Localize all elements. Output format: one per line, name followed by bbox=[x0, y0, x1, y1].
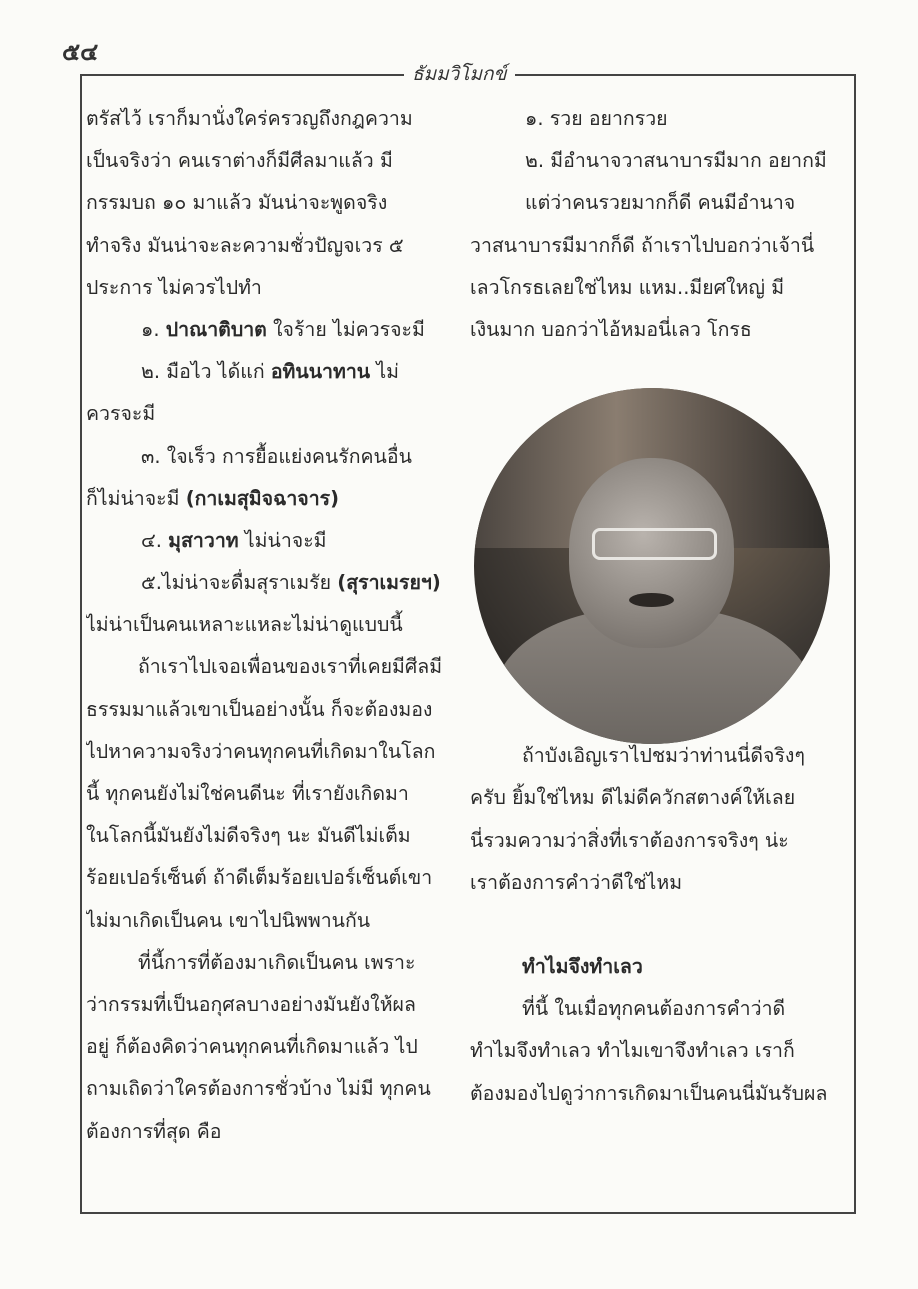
precept-number: ๕. bbox=[141, 571, 162, 595]
paragraph-line: ตรัสไว้ เราก็มานั่งใคร่ครวญถึงกฎความ bbox=[86, 107, 413, 130]
monk-portrait-photo bbox=[474, 388, 830, 744]
page-number: ๕๔ bbox=[62, 38, 99, 66]
precept-number: ๒. bbox=[141, 360, 161, 384]
paragraph-line: ต้องการที่สุด คือ bbox=[86, 1119, 222, 1143]
precept-4 bbox=[86, 520, 458, 562]
precept-text: ไม่ bbox=[370, 360, 400, 384]
paragraph-line: ถ้าบังเอิญเราไปชมว่าท่านนี่ดีจริงๆ bbox=[522, 744, 805, 768]
paragraph-line: อยู่ ก็ต้องคิดว่าคนทุกคนที่เกิดมาแล้ว ไป bbox=[86, 1035, 418, 1059]
paragraph-line: ๑. รวย อยากรวย bbox=[525, 107, 668, 130]
precept-term: มุสาวาท bbox=[168, 528, 239, 552]
precept-term: (กาเมสุมิจฉาจาร) bbox=[185, 486, 340, 510]
precept-term: อทินนาทาน bbox=[270, 360, 371, 384]
photo-mouth bbox=[629, 593, 674, 607]
spacer bbox=[470, 904, 838, 946]
precept-2 bbox=[86, 351, 458, 393]
precept-term: (สุราเมรยฯ) bbox=[337, 571, 441, 595]
paragraph-line: ร้อยเปอร์เซ็นต์ ถ้าดีเต็มร้อยเปอร์เซ็นต์เขา bbox=[86, 866, 433, 890]
paragraph-line: ครับ ยิ้มใช่ไหม ดีไม่ดีควักสตางค์ให้เลย bbox=[470, 786, 796, 810]
paragraph-line: นี่รวมความว่าสิ่งที่เราต้องการจริงๆ น่ะ bbox=[470, 828, 789, 852]
precept-text: ไม่น่าจะดื่มสุราเมรัย bbox=[161, 571, 338, 595]
paragraph-line: เราต้องการคำว่าดีใช่ไหม bbox=[470, 870, 683, 894]
precept-2-cont: ควรจะมี bbox=[86, 402, 156, 426]
left-column bbox=[86, 98, 458, 1153]
paragraph-line: ที่นี้ ในเมื่อทุกคนต้องการคำว่าดี bbox=[522, 997, 786, 1021]
paragraph-line: กรรมบถ ๑๐ มาแล้ว มันน่าจะพูดจริง bbox=[86, 191, 388, 215]
photo-glasses bbox=[592, 528, 717, 560]
precept-text: ไม่น่าจะมี bbox=[238, 528, 327, 552]
precept-3: ๓. ใจเร็ว การยื้อแย่งคนรักคนอื่น bbox=[141, 444, 412, 468]
paragraph-line: ไม่มาเกิดเป็นคน เขาไปนิพพานกัน bbox=[86, 908, 371, 932]
paragraph-line: ประการ ไม่ควรไปทำ bbox=[86, 275, 262, 299]
paragraph-line: เป็นจริงว่า คนเราต่างก็มีศีลมาแล้ว มี bbox=[86, 149, 393, 173]
precept-5 bbox=[86, 562, 458, 604]
paragraph-line: ไปหาความจริงว่าคนทุกคนที่เกิดมาในโลก bbox=[86, 739, 436, 763]
precept-number: ๔. bbox=[141, 528, 162, 552]
precept-text: มือไว ได้แก่ bbox=[160, 360, 271, 384]
paragraph-line: ไม่น่าเป็นคนเหลาะแหละไม่น่าดูแบบนี้ bbox=[86, 613, 403, 637]
paragraph-line: ทำจริง มันน่าจะละความชั่วปัญจเวร ๕ bbox=[86, 233, 404, 257]
paragraph-line: ทำไมจึงทำเลว ทำไมเขาจึงทำเลว เราก็ bbox=[470, 1039, 795, 1063]
paragraph-line: ๒. มีอำนาจวาสนาบารมีมาก อยากมี bbox=[525, 149, 827, 173]
section-heading: ทำไมจึงทำเลว bbox=[522, 955, 643, 979]
paragraph-line: ที่นี้การที่ต้องมาเกิดเป็นคน เพราะ bbox=[138, 950, 416, 974]
paragraph-line: แต่ว่าคนรวยมากก็ดี คนมีอำนาจ bbox=[525, 191, 796, 215]
paragraph-line: ในโลกนี้มันยังไม่ดีจริงๆ นะ มันดีไม่เต็ม bbox=[86, 824, 411, 848]
running-header: ธัมมวิโมกข์ bbox=[404, 59, 515, 89]
paragraph-line: ว่ากรรมที่เป็นอกุศลบางอย่างมันยังให้ผล bbox=[86, 992, 416, 1016]
paragraph-line: วาสนาบารมีมากก็ดี ถ้าเราไปบอกว่าเจ้านี่ bbox=[470, 233, 815, 257]
precept-1 bbox=[86, 309, 458, 351]
paragraph-line: เงินมาก บอกว่าไอ้หมอนี่เลว โกรธ bbox=[470, 317, 752, 341]
precept-number: ๑. bbox=[141, 317, 160, 341]
paragraph-line: เลวโกรธเลยใช่ไหม แหม..มียศใหญ่ มี bbox=[470, 275, 785, 299]
paragraph-line: ถ้าเราไปเจอเพื่อนของเราที่เคยมีศีลมี bbox=[138, 655, 443, 679]
precept-text: ก็ไม่น่าจะมี bbox=[86, 486, 186, 510]
precept-term: ปาณาติบาต bbox=[165, 317, 267, 341]
precept-3-cont bbox=[86, 478, 458, 520]
paragraph-line: ธรรมมาแล้วเขาเป็นอย่างนั้น ก็จะต้องมอง bbox=[86, 697, 433, 721]
paragraph-line: ต้องมองไปดูว่าการเกิดมาเป็นคนนี่มันรับผล bbox=[470, 1081, 828, 1105]
paragraph-line: นี้ ทุกคนยังไม่ใช่คนดีนะ ที่เรายังเกิดมา bbox=[86, 782, 409, 805]
precept-text: ใจร้าย ไม่ควรจะมี bbox=[266, 317, 425, 341]
paragraph-line: ถามเถิดว่าใครต้องการชั่วบ้าง ไม่มี ทุกคน bbox=[86, 1077, 431, 1101]
